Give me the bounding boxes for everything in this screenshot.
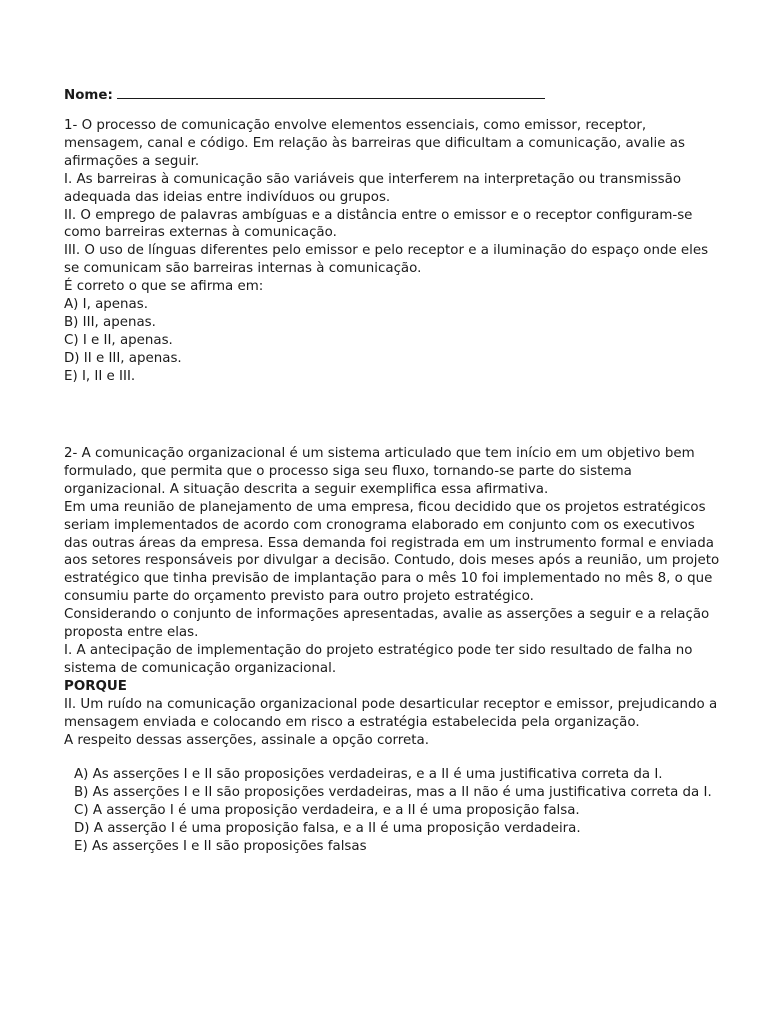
q2-line: II. Um ruído na comunicação organizacional pode desarticular receptor e emissor, prejudicando a	[64, 696, 718, 712]
q1-option-e: E) I, II e III.	[64, 368, 136, 384]
name-label: Nome:	[64, 88, 113, 103]
q2-line: Considerando o conjunto de informações apresentadas, avalie as asserções a seguir e a relação	[64, 607, 710, 623]
q2-line: estratégico que tinha previsão de implantação para o mês 10 foi implementado no mês 8, o que	[64, 571, 713, 587]
q1-line: II. O emprego de palavras ambíguas e a distância entre o emissor e o receptor configuram-se	[64, 207, 693, 223]
q1-line: III. O uso de línguas diferentes pelo emissor e pelo receptor e a iluminação do espaço onde eles	[64, 243, 709, 259]
q1-line: afirmações a seguir.	[64, 153, 200, 169]
q1-option-d: D) II e III, apenas.	[64, 350, 182, 366]
q1-line: É correto o que se afirma em:	[64, 279, 264, 295]
q2-option-e: E) As asserções I e II são proposições falsas	[74, 838, 367, 854]
q1-line: mensagem, canal e código. Em relação às barreiras que dificultam a comunicação, avalie as	[64, 135, 685, 151]
q2-line: sistema de comunicação organizacional.	[64, 660, 337, 676]
q2-option-a: A) As asserções I e II são proposições verdadeiras, e a II é uma justificativa correta da I.	[74, 767, 663, 782]
q2-line: mensagem enviada e colocando em risco a estratégia estabelecida pela organização.	[64, 714, 640, 730]
q2-line: organizacional. A situação descrita a seguir exemplifica essa afirmativa.	[64, 481, 549, 497]
q1-line: 1- O processo de comunicação envolve elementos essenciais, como emissor, receptor,	[64, 118, 647, 133]
q1-line: I. As barreiras à comunicação são variáveis que interferem na interpretação ou transmissão	[64, 171, 682, 187]
q2-option-c: C) A asserção I é uma proposição verdadeira, e a II é uma proposição falsa.	[74, 802, 580, 818]
q1-option-b: B) III, apenas.	[64, 314, 156, 330]
question-1	[64, 117, 724, 386]
q1-line: se comunicam são barreiras internas à comunicação.	[64, 261, 422, 277]
q2-line: das outras áreas da empresa. Essa demanda foi registrada em um instrumento formal e enviada	[64, 535, 714, 551]
porque-label: PORQUE	[64, 678, 127, 694]
q2-option-d: D) A asserção I é uma proposição falsa, e a II é uma proposição verdadeira.	[74, 820, 581, 836]
q2-line: formulado, que permita que o processo siga seu fluxo, tornando-se parte do sistema	[64, 463, 632, 479]
q2-line: Em uma reunião de planejamento de uma empresa, ficou decidido que os projetos estratégicos	[64, 499, 706, 515]
q2-line: I. A antecipação de implementação do projeto estratégico pode ter sido resultado de falha no	[64, 642, 693, 658]
q1-line: adequada das ideias entre indivíduos ou grupos.	[64, 189, 391, 205]
q1-line: como barreiras externas à comunicação.	[64, 225, 337, 241]
q2-line: A respeito dessas asserções, assinale a opção correta.	[64, 732, 429, 748]
q2-options	[74, 766, 734, 856]
question-2	[64, 445, 724, 749]
q1-option-c: C) I e II, apenas.	[64, 332, 173, 348]
q1-option-a: A) I, apenas.	[64, 297, 148, 313]
name-field	[64, 86, 704, 105]
q2-option-b: B) As asserções I e II são proposições verdadeiras, mas a II não é uma justificativa correta da I.	[74, 784, 712, 800]
q2-line: aos setores responsáveis por divulgar a decisão. Contudo, dois meses após a reunião, um projeto	[64, 553, 720, 569]
name-blank-line	[117, 86, 545, 99]
q2-line: seriam implementados de acordo com cronograma elaborado em conjunto com os executivos	[64, 517, 695, 533]
q2-line: 2- A comunicação organizacional é um sistema articulado que tem início em um objetivo bem	[64, 446, 695, 461]
q2-line: consumiu parte do orçamento previsto para outro projeto estratégico.	[64, 589, 534, 605]
q2-line: proposta entre elas.	[64, 625, 199, 641]
